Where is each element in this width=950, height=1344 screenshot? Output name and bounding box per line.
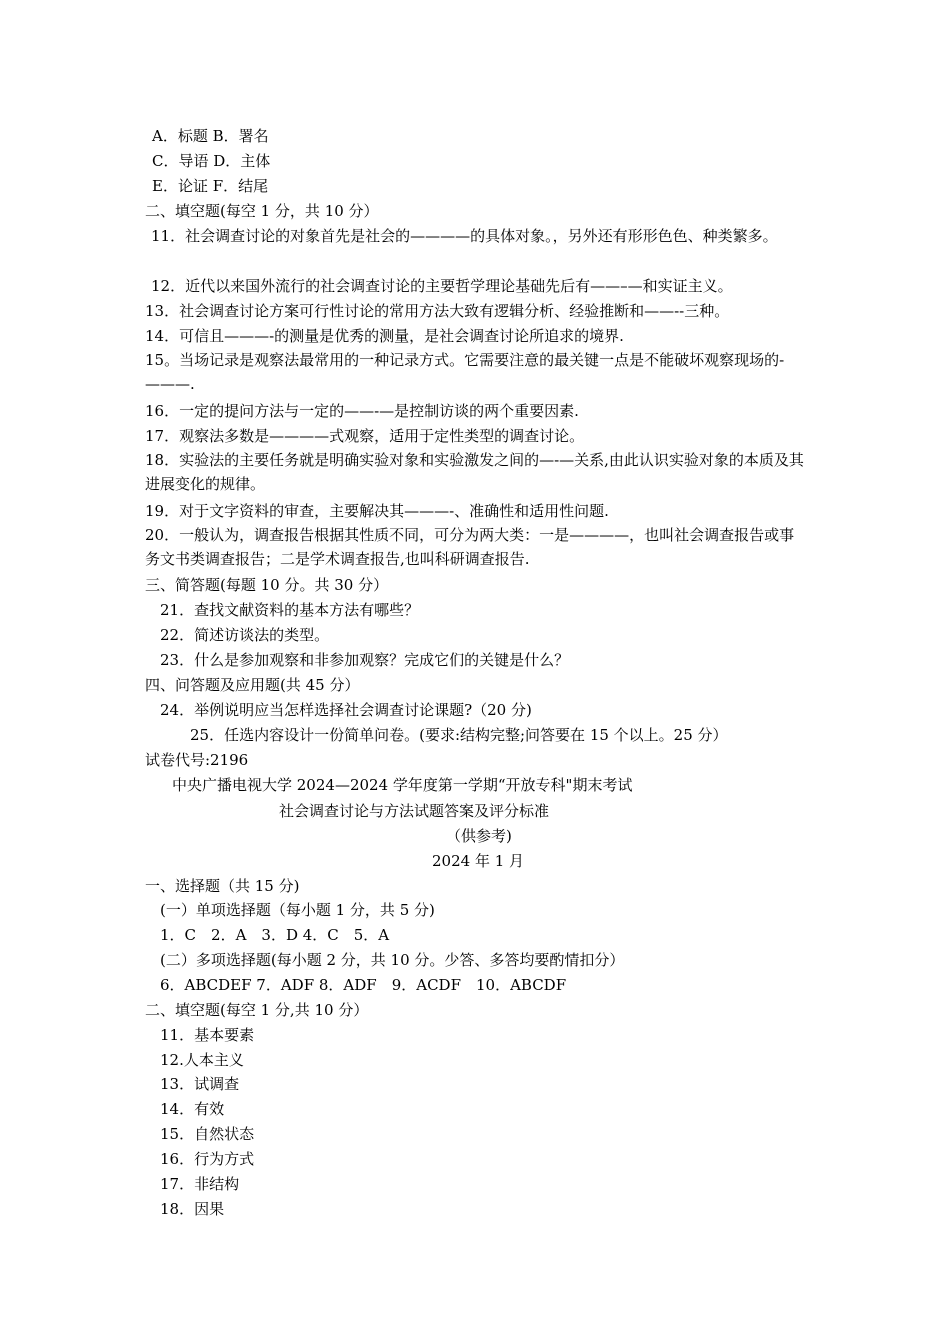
question-17: 17．观察法多数是————式观察，适用于定性类型的调查讨论。 — [145, 427, 585, 445]
answer-line: 6．ABCDEF 7．ADF 8．ADF 9．ACDF 10．ABCDF — [160, 976, 567, 994]
question-19: 19．对于文字资料的审查，主要解决其———-、准确性和适用性问题. — [145, 502, 609, 520]
section-heading: 二、填空题(每空 1 分,共 10 分） — [145, 1001, 369, 1019]
question-24: 24．举例说明应当怎样选择社会调查讨论课题?（20 分) — [160, 701, 532, 719]
section-heading: 二、填空题(每空 1 分，共 10 分） — [145, 202, 379, 220]
answer-date: 2024 年 1 月 — [432, 852, 525, 870]
section-heading: 四、问答题及应用题(共 45 分） — [145, 676, 360, 694]
fill-answer: 17．非结构 — [160, 1175, 240, 1193]
fill-answer: 15．自然状态 — [160, 1125, 255, 1143]
reference-note: （供参考) — [446, 827, 512, 845]
question-15: 15。当场记录是观察法最常用的一种记录方式。它需要注意的最关键一点是不能破坏观察现场的-———. — [145, 351, 785, 393]
fill-answer: 13．试调查 — [160, 1075, 240, 1093]
subsection-heading: (二）多项选择题(每小题 2 分，共 10 分。少答、多答均要酌情扣分） — [160, 951, 625, 969]
question-16: 16．一定的提问方法与一定的——-—是控制访谈的两个重要因素. — [145, 402, 579, 420]
subsection-heading: (一）单项选择题（每小题 1 分，共 5 分) — [160, 901, 435, 919]
question-21: 21．查找文献资料的基本方法有哪些？ — [160, 601, 420, 619]
answer-subtitle: 社会调查讨论与方法试题答案及评分标准 — [279, 802, 550, 820]
section-heading: 一、选择题（共 15 分) — [145, 877, 300, 895]
section-heading: 三、简答题(每题 10 分。共 30 分） — [145, 576, 389, 594]
question-18: 18．实验法的主要任务就是明确实验对象和实验激发之间的—-—关系,由此认识实验对象的本质及其进展变化的规律。 — [145, 451, 804, 493]
question-23: 23．什么是参加观察和非参加观察？完成它们的关键是什么？ — [160, 651, 570, 669]
answer-title: 中央广播电视大学 2024—2024 学年度第一学期“开放专科"期末考试 — [172, 776, 633, 794]
question-14: 14．可信且———-的测量是优秀的测量，是社会调查讨论所追求的境界. — [145, 327, 624, 345]
fill-answer: 12.人本主义 — [160, 1051, 244, 1069]
question-20: 20．一般认为，调查报告根据其性质不同，可分为两大类：一是————，也叫社会调查报告或事务文书类调查报告；二是学术调查报告,也叫科研调查报告. — [145, 526, 795, 568]
question-11: 11．社会调查讨论的对象首先是社会的————的具体对象。，另外还有形形色色、种类繁多。 — [151, 227, 778, 245]
question-22: 22．简述访谈法的类型。 — [160, 626, 330, 644]
fill-answer: 11．基本要素 — [160, 1026, 255, 1044]
question-25: 25．任选内容设计一份简单问卷。(要求:结构完整;问答要在 15 个以上。25 分） — [190, 726, 728, 744]
option-line: A．标题 B．署名 — [152, 127, 269, 145]
fill-answer: 18．因果 — [160, 1200, 225, 1218]
question-12: 12．近代以来国外流行的社会调查讨论的主要哲学理论基础先后有——–—和实证主义。 — [151, 277, 733, 295]
option-line: C．导语 D．主体 — [152, 152, 271, 170]
answer-line: 1．C 2．A 3．D 4．C 5．A — [160, 926, 390, 944]
fill-answer: 14．有效 — [160, 1100, 225, 1118]
paper-code: 试卷代号:2196 — [145, 751, 249, 769]
question-13: 13．社会调查讨论方案可行性讨论的常用方法大致有逻辑分析、经验推断和——--三种。 — [145, 302, 730, 320]
option-line: E．论证 F．结尾 — [152, 177, 269, 195]
fill-answer: 16．行为方式 — [160, 1150, 255, 1168]
